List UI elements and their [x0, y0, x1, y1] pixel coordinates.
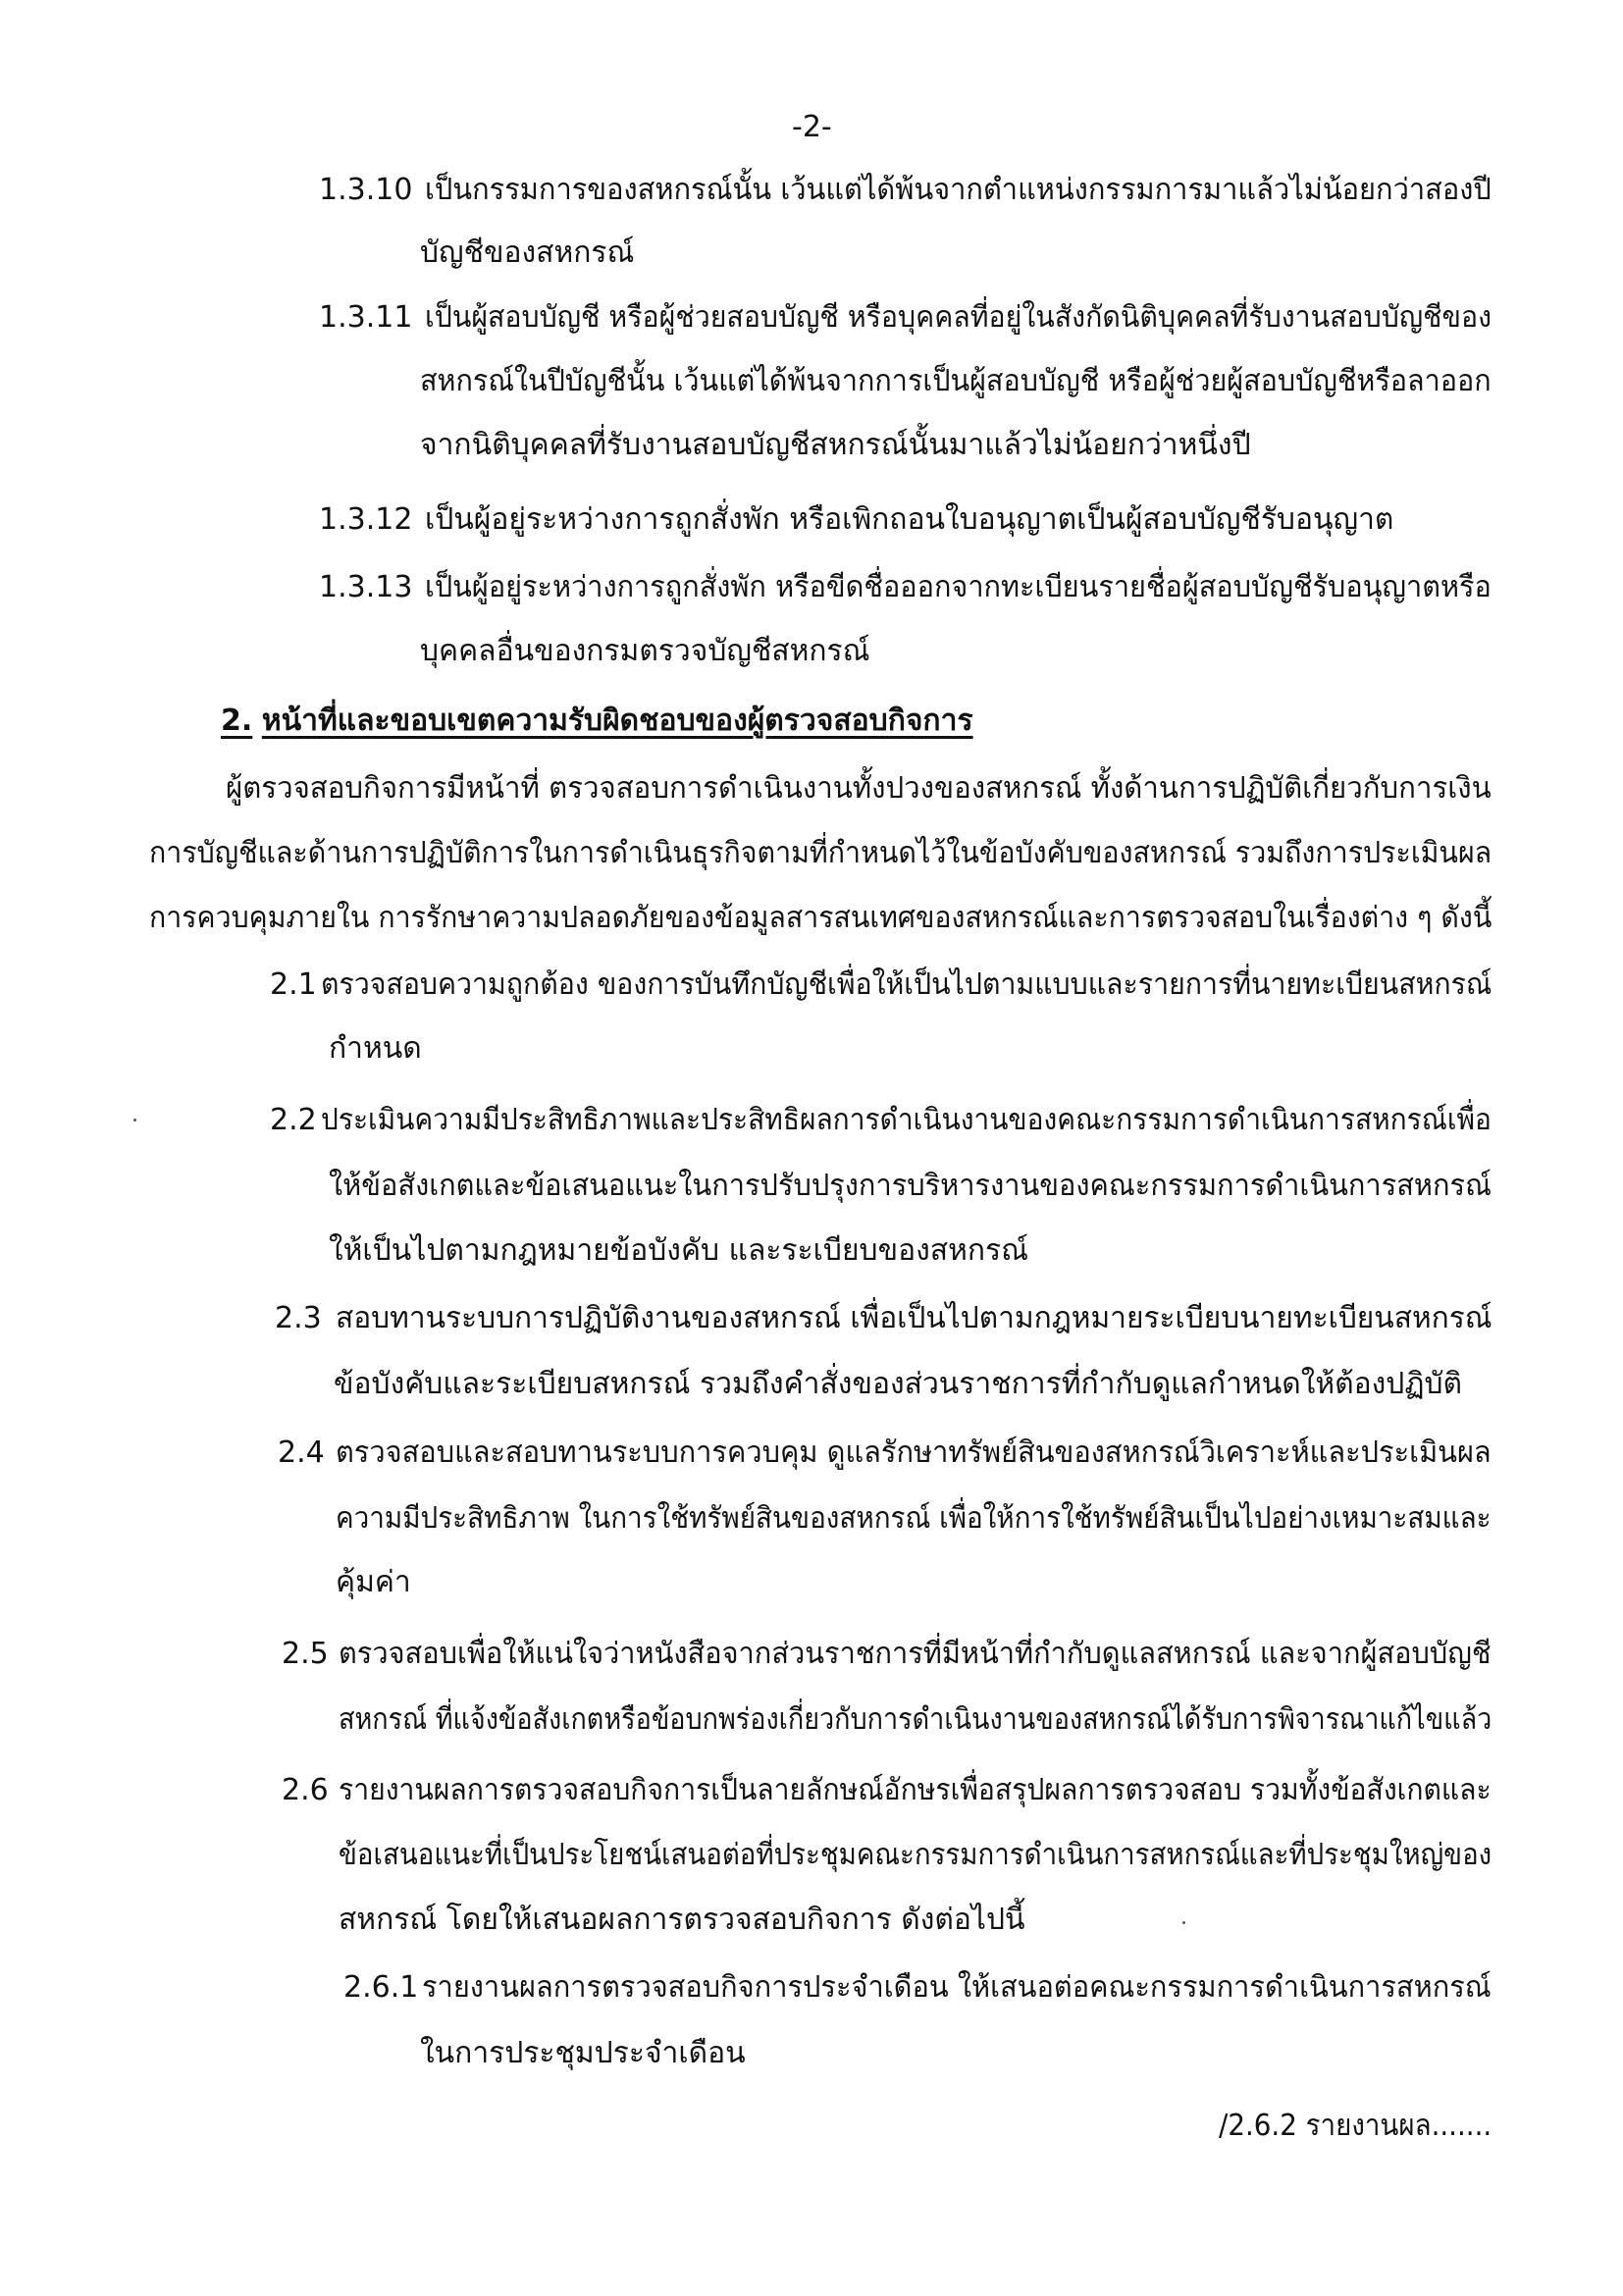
item-text: รายงานผลการตรวจสอบกิจการเป็นลายลักษณ์อักษรเพื่อสรุปผลการตรวจสอบ รวมทั้งข้อสังเกตและ — [339, 1773, 1492, 1807]
scan-speck — [133, 1119, 136, 1122]
item-text: ตรวจสอบและสอบทานระบบการควบคุม ดูแลรักษาทรัพย์สินของสหกรณ์วิเคราะห์และประเมินผล — [336, 1435, 1492, 1470]
item-number: 2.1 — [270, 967, 317, 1002]
subitem-text: ในการประชุมประจำเดือน — [420, 2036, 746, 2070]
page-number: -2- — [792, 110, 832, 144]
intro-line: ผู้ตรวจสอบกิจการมีหน้าที่ ตรวจสอบการดำเนินงานทั้งปวงของสหกรณ์ ทั้งด้านการปฏิบัติเกี่ยวกับการเงิน — [226, 771, 1492, 806]
item-text: เป็นผู้สอบบัญชี หรือผู้ช่วยสอบบัญชี หรือบุคคลที่อยู่ในสังกัดนิติบุคคลที่รับงานสอบบัญชีของ — [425, 300, 1492, 335]
item-text: สหกรณ์ ที่แจ้งข้อสังเกตหรือข้อบกพร่องเกี่ยวกับการดำเนินงานของสหกรณ์ได้รับการพิจารณาแก้ไขแล้ว — [339, 1702, 1492, 1737]
item-text: จากนิติบุคคลที่รับงานสอบบัญชีสหกรณ์นั้นมาแล้วไม่น้อยกว่าหนึ่งปี — [420, 428, 1251, 462]
item-text: เป็นผู้อยู่ระหว่างการถูกสั่งพัก หรือเพิกถอนใบอนุญาตเป็นผู้สอบบัญชีรับอนุญาต — [425, 502, 1394, 537]
item-text: บัญชีของสหกรณ์ — [420, 235, 635, 270]
item-number: 2.5 — [282, 1637, 329, 1671]
item-text: ตรวจสอบความถูกต้อง ของการบันทึกบัญชีเพื่อให้เป็นไปตามแบบและรายการที่นายทะเบียนสหกรณ์ — [321, 967, 1492, 1002]
item-text: ข้อบังคับและระเบียบสหกรณ์ รวมถึงคำสั่งของส่วนราชการที่กำกับดูแลกำหนดให้ต้องปฏิบัติ — [334, 1367, 1462, 1401]
item-text: ข้อเสนอแนะที่เป็นประโยชน์เสนอต่อที่ประชุมคณะกรรมการดำเนินการสหกรณ์และที่ประชุมใหญ่ของ — [339, 1838, 1492, 1872]
intro-line: การควบคุมภายใน การรักษาความปลอดภัยของข้อมูลสารสนเทศของสหกรณ์และการตรวจสอบในเรื่องต่าง ๆ ดังนี้ — [149, 901, 1492, 935]
scan-speck — [1182, 1921, 1185, 1924]
item-number: 1.3.12 — [319, 502, 413, 537]
item-text: คุ้มค่า — [336, 1565, 411, 1599]
item-text: ความมีประสิทธิภาพ ในการใช้ทรัพย์สินของสหกรณ์ เพื่อให้การใช้ทรัพย์สินเป็นไปอย่างเหมาะสมและ — [336, 1501, 1492, 1536]
item-text: สอบทานระบบการปฏิบัติงานของสหกรณ์ เพื่อเป็นไปตามกฎหมายระเบียบนายทะเบียนสหกรณ์ — [336, 1301, 1492, 1335]
item-text: ตรวจสอบเพื่อให้แน่ใจว่าหนังสือจากส่วนราชการที่มีหน้าที่กำกับดูแลสหกรณ์ และจากผู้สอบบัญชี — [339, 1637, 1492, 1671]
section-heading-text: หน้าที่และขอบเขตความรับผิดชอบของผู้ตรวจสอบกิจการ — [261, 704, 973, 738]
section-heading-number: 2. — [221, 704, 253, 738]
intro-line: การบัญชีและด้านการปฏิบัติการในการดำเนินธุรกิจตามที่กำหนดไว้ในข้อบังคับของสหกรณ์ รวมถึงการประเมินผล — [149, 836, 1492, 870]
continuation-marker: /2.6.2 รายงานผล....... — [1219, 2109, 1492, 2143]
item-number: 1.3.11 — [319, 300, 413, 335]
item-number: 2.2 — [270, 1103, 317, 1137]
item-text: เป็นกรรมการของสหกรณ์นั้น เว้นแต่ได้พ้นจากตำแหน่งกรรมการมาแล้วไม่น้อยกว่าสองปี — [425, 173, 1492, 207]
item-number: 2.3 — [275, 1301, 322, 1335]
item-text: ประเมินความมีประสิทธิภาพและประสิทธิผลการดำเนินงานของคณะกรรมการดำเนินการสหกรณ์เพื่อ — [321, 1103, 1492, 1137]
item-text: กำหนด — [329, 1031, 422, 1066]
item-number: 1.3.10 — [319, 173, 413, 207]
item-number: 2.4 — [278, 1435, 325, 1470]
item-number: 2.6 — [282, 1773, 329, 1807]
item-text: เป็นผู้อยู่ระหว่างการถูกสั่งพัก หรือขีดชื่อออกจากทะเบียนรายชื่อผู้สอบบัญชีรับอนุญาตหรือ — [425, 570, 1492, 604]
subitem-number: 2.6.1 — [343, 1970, 419, 2005]
item-number: 1.3.13 — [319, 570, 413, 604]
subitem-text: รายงานผลการตรวจสอบกิจการประจำเดือน ให้เสนอต่อคณะกรรมการดำเนินการสหกรณ์ — [422, 1970, 1492, 2005]
item-text: บุคคลอื่นของกรมตรวจบัญชีสหกรณ์ — [420, 634, 870, 668]
section-heading — [221, 700, 973, 743]
item-text: สหกรณ์ โดยให้เสนอผลการตรวจสอบกิจการ ดังต่อไปนี้ — [339, 1903, 1025, 1937]
item-text: สหกรณ์ในปีบัญชีนั้น เว้นแต่ได้พ้นจากการเป็นผู้สอบบัญชี หรือผู้ช่วยผู้สอบบัญชีหรือลาออก — [420, 364, 1492, 398]
item-text: ให้เป็นไปตามกฎหมายข้อบังคับ และระเบียบของสหกรณ์ — [329, 1233, 1028, 1268]
item-text: ให้ข้อสังเกตและข้อเสนอแนะในการปรับปรุงการบริหารงานของคณะกรรมการดำเนินการสหกรณ์ — [329, 1169, 1492, 1203]
